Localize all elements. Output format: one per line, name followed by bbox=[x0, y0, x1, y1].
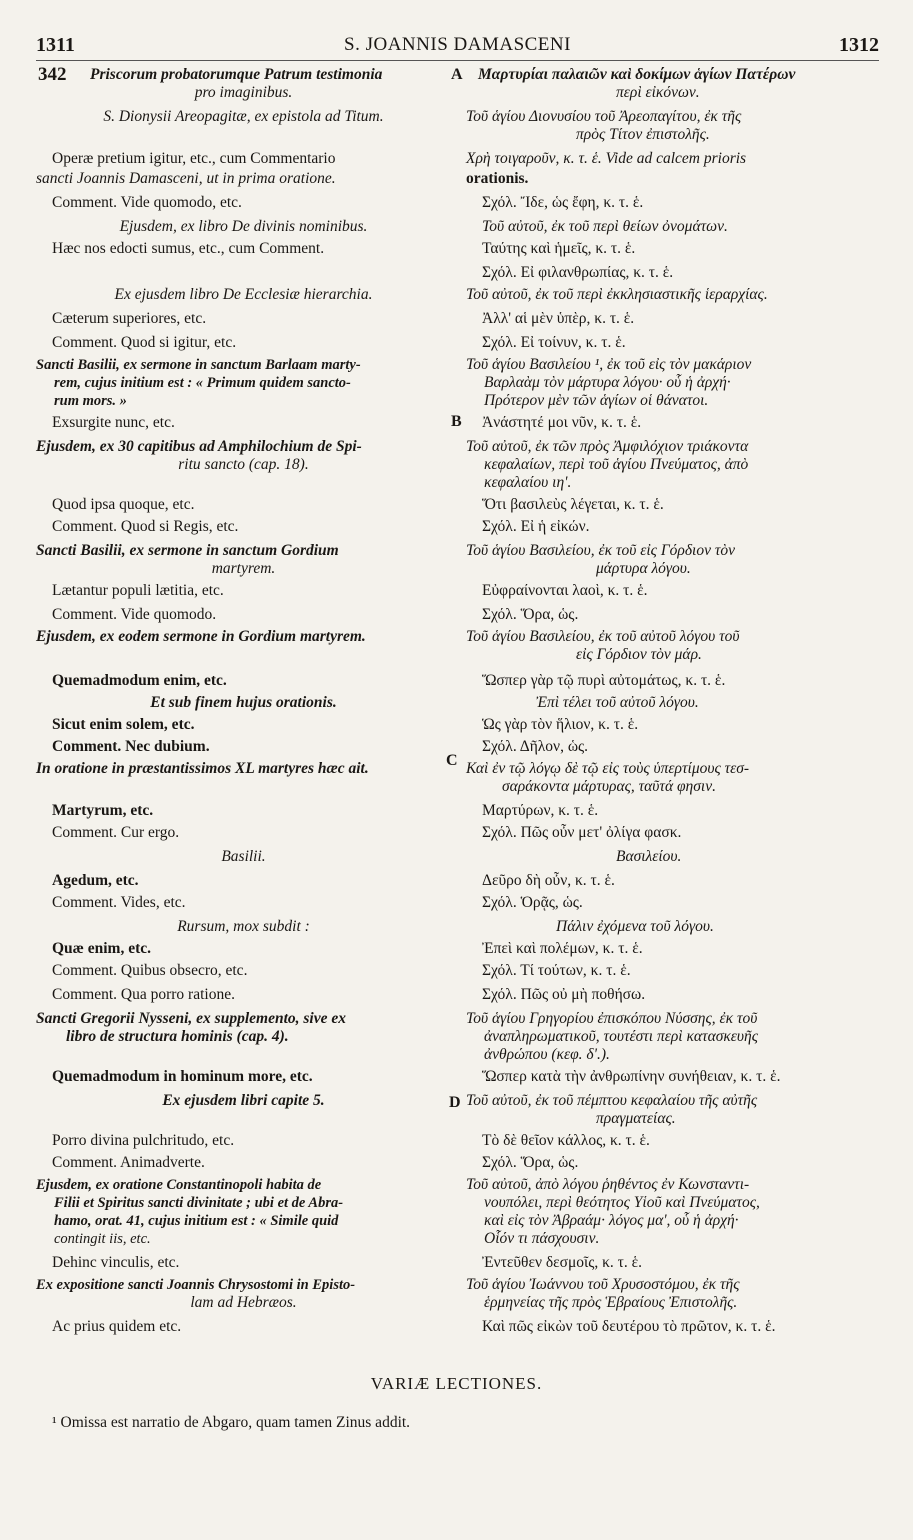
left-line: Lætantur populi lætitia, etc. bbox=[52, 582, 224, 599]
left-line: Comment. Vide quomodo, etc. bbox=[52, 194, 242, 211]
page-number-left: 1311 bbox=[36, 34, 75, 56]
right-line: ἀναπληρωματικοῦ, τουτέστι περὶ κατασκευῆς bbox=[484, 1028, 759, 1045]
footnote: ¹ Omissa est narratio de Abgaro, quam tamen Zinus addit. bbox=[52, 1414, 411, 1431]
right-line: Σχόλ. Ὅρα, ὡς. bbox=[482, 606, 579, 623]
margin-letter-c: C bbox=[446, 752, 458, 769]
right-line: Τοῦ ἁγίου Βασιλείου ¹, ἐκ τοῦ εἰς τὸν μακάριον bbox=[466, 356, 752, 373]
left-line: Ejusdem, ex oratione Constantinopoli habita de bbox=[36, 1177, 322, 1193]
right-line: Σχόλ. Ὅρα, ὡς. bbox=[482, 1154, 579, 1171]
right-line: Σχόλ. Εἰ φιλανθρωπίας, κ. τ. ἑ. bbox=[482, 264, 674, 281]
right-line: καὶ εἰς τὸν Ἀβραάμ· λόγος μα', οὗ ἡ ἀρχή· bbox=[484, 1212, 739, 1229]
right-line: κεφαλαίου ιη'. bbox=[484, 474, 572, 491]
right-line: Δεῦρο δὴ οὖν, κ. τ. ἑ. bbox=[482, 872, 615, 889]
right-line: Σχόλ. Εἰ τοίνυν, κ. τ. ἑ. bbox=[482, 334, 626, 351]
margin-letter-a: A bbox=[451, 66, 463, 83]
right-line: Μαρτύρων, κ. τ. ἑ. bbox=[482, 802, 599, 819]
right-line: μάρτυρα λόγου. bbox=[596, 560, 691, 577]
right-line: Τοῦ αὐτοῦ, ἐκ τῶν πρὸς Ἀμφιλόχιον τριάκοντα bbox=[466, 438, 749, 455]
left-line: Priscorum probatorumque Patrum testimonia bbox=[90, 66, 383, 83]
right-line: Σχόλ. Εἰ ἡ εἰκών. bbox=[482, 518, 590, 535]
left-line: Quæ enim, etc. bbox=[52, 940, 152, 957]
right-line: Ἐντεῦθεν δεσμοῖς, κ. τ. ἑ. bbox=[482, 1254, 643, 1271]
left-line: Sancti Basilii, ex sermone in sanctum Barlaam marty- bbox=[36, 357, 361, 373]
right-line: Καὶ πῶς εἰκὼν τοῦ δευτέρου τὸ πρῶτον, κ. τ. ἑ. bbox=[482, 1318, 776, 1335]
margin-letter-b: B bbox=[451, 413, 462, 430]
right-line: Τοῦ αὐτοῦ, ἀπὸ λόγου ῥηθέντος ἐν Κωνσταντι- bbox=[466, 1176, 750, 1193]
margin-letter-d: D bbox=[449, 1094, 461, 1111]
right-line: Σχόλ. Ὁρᾷς, ὡς. bbox=[482, 894, 583, 911]
right-line: Μαρτυρίαι παλαιῶν καὶ δοκίμων ἁγίων Πατέρων bbox=[478, 66, 796, 83]
left-line: Hæc nos edocti sumus, etc., cum Comment. bbox=[52, 240, 325, 257]
right-line: Τοῦ ἁγίου Γρηγορίου ἐπισκόπου Νύσσης, ἐκ τοῦ bbox=[466, 1010, 758, 1027]
right-line: πρὸς Τίτον ἐπιστολῆς. bbox=[576, 126, 710, 143]
left-line: Ejusdem, ex libro De divinis nominibus. bbox=[119, 218, 368, 235]
right-line: Τοῦ αὐτοῦ, ἐκ τοῦ πέμπτου κεφαλαίου τῆς αὐτῆς bbox=[466, 1092, 758, 1109]
right-line: Ταύτης καὶ ἡμεῖς, κ. τ. ἑ. bbox=[482, 240, 636, 257]
right-line: Σχόλ. Τί τούτων, κ. τ. ἑ. bbox=[482, 962, 631, 979]
right-line: Σχόλ. Πῶς οὖν μετ' ὀλίγα φασκ. bbox=[482, 824, 682, 841]
left-line: ritu sancto (cap. 18). bbox=[178, 456, 309, 473]
left-line: Ex ejusdem libri capite 5. bbox=[162, 1092, 325, 1109]
left-line: Dehinc vinculis, etc. bbox=[52, 1254, 180, 1271]
right-line: σαράκοντα μάρτυρας, ταῦτά φησιν. bbox=[502, 778, 716, 795]
right-line: Καὶ ἐν τῷ λόγῳ δὲ τῷ εἰς τοὺς ὑπερτίμους τεσ- bbox=[466, 760, 750, 777]
left-line: Rursum, mox subdit : bbox=[177, 918, 310, 935]
left-line: Exsurgite nunc, etc. bbox=[52, 414, 175, 431]
left-line: S. Dionysii Areopagitæ, ex epistola ad Titum. bbox=[103, 108, 384, 125]
left-line: Martyrum, etc. bbox=[52, 802, 154, 819]
right-line: Τὸ δὲ θεῖον κάλλος, κ. τ. ἑ. bbox=[482, 1132, 650, 1149]
left-line: Ex expositione sancti Joannis Chrysostomi in Episto- bbox=[36, 1277, 356, 1293]
left-line: contingit iis, etc. bbox=[54, 1231, 151, 1247]
left-line: Comment. Qua porro ratione. bbox=[52, 986, 235, 1003]
right-line: Σχόλ. Ἴδε, ὡς ἔφη, κ. τ. ἑ. bbox=[482, 194, 644, 211]
right-line: Τοῦ ἁγίου Βασιλείου, ἐκ τοῦ αὐτοῦ λόγου τοῦ bbox=[466, 628, 740, 645]
right-line: Βαρλαὰμ τὸν μάρτυρα λόγου· οὗ ἡ ἀρχή· bbox=[484, 374, 731, 391]
left-line: Operæ pretium igitur, etc., cum Commentario bbox=[52, 150, 336, 167]
right-line: Πάλιν ἐχόμενα τοῦ λόγου. bbox=[556, 918, 714, 935]
left-line: Quod ipsa quoque, etc. bbox=[52, 496, 195, 513]
right-line: Τοῦ ἁγίου Διονυσίου τοῦ Ἀρεοπαγίτου, ἐκ τῆς bbox=[466, 108, 742, 125]
right-line: Οἷόν τι πάσχουσιν. bbox=[484, 1230, 600, 1247]
left-line: pro imaginibus. bbox=[194, 84, 293, 101]
left-line: libro de structura hominis (cap. 4). bbox=[66, 1028, 289, 1045]
page-header bbox=[36, 34, 879, 58]
left-line: rem, cujus initium est : « Primum quidem sancto- bbox=[54, 375, 351, 391]
right-line: Σχόλ. Δῆλον, ὡς. bbox=[482, 738, 589, 755]
left-line: Et sub finem hujus orationis. bbox=[150, 694, 337, 711]
left-line: lam ad Hebræos. bbox=[190, 1294, 297, 1311]
right-line: Ἀνάστητέ μοι νῦν, κ. τ. ἑ. bbox=[482, 414, 642, 431]
left-line: Sicut enim solem, etc. bbox=[52, 716, 195, 733]
right-line: Ἀλλ' αἱ μὲν ὑπὲρ, κ. τ. ἑ. bbox=[482, 310, 635, 327]
right-line: orationis. bbox=[466, 170, 529, 187]
right-line: νουπόλει, περὶ θεότητος Υἱοῦ καὶ Πνεύματος, bbox=[484, 1194, 760, 1211]
right-line: Ὥσπερ κατὰ τὴν ἀνθρωπίνην συνήθειαν, κ. τ. ἑ. bbox=[482, 1068, 781, 1085]
left-line: Comment. Quod si igitur, etc. bbox=[52, 334, 237, 351]
right-line: Βασιλείου. bbox=[616, 848, 682, 865]
right-line: εἰς Γόρδιον τὸν μάρ. bbox=[576, 646, 702, 663]
right-line: Τοῦ ἁγίου Ἰωάννου τοῦ Χρυσοστόμου, ἐκ τῆς bbox=[466, 1276, 740, 1293]
right-line: Ἐπεὶ καὶ πολέμων, κ. τ. ἑ. bbox=[482, 940, 643, 957]
left-line: Comment. Nec dubium. bbox=[52, 738, 210, 755]
left-line: Ex ejusdem libro De Ecclesiæ hierarchia. bbox=[114, 286, 373, 303]
left-line: Sancti Basilii, ex sermone in sanctum Gordium bbox=[36, 542, 339, 559]
right-line: πραγματείας. bbox=[596, 1110, 676, 1127]
left-line: Comment. Cur ergo. bbox=[52, 824, 180, 841]
left-line: Ejusdem, ex 30 capitibus ad Amphilochium de Spi- bbox=[36, 438, 362, 455]
page-number-right: 1312 bbox=[839, 34, 879, 56]
left-line: Quemadmodum enim, etc. bbox=[52, 672, 227, 689]
right-line: περὶ εἰκόνων. bbox=[616, 84, 700, 101]
left-line: In oratione in præstantissimos XL martyres hæc ait. bbox=[36, 760, 369, 777]
right-line: Χρὴ τοιγαροῦν, κ. τ. ἑ. Vide ad calcem prioris bbox=[466, 150, 747, 167]
right-line: Ὡς γὰρ τὸν ἥλιον, κ. τ. ἑ. bbox=[482, 716, 639, 733]
header-rule bbox=[36, 60, 879, 61]
left-line: Comment. Vide quomodo. bbox=[52, 606, 217, 623]
right-line: Σχόλ. Πῶς οὐ μὴ ποθήσω. bbox=[482, 986, 646, 1003]
right-line: Ἐπὶ τέλει τοῦ αὐτοῦ λόγου. bbox=[536, 694, 699, 711]
left-line: Agedum, etc. bbox=[52, 872, 139, 889]
right-line: κεφαλαίων, περὶ τοῦ ἁγίου Πνεύματος, ἀπὸ bbox=[484, 456, 749, 473]
section-number: 342 bbox=[38, 64, 67, 85]
left-line: Porro divina pulchritudo, etc. bbox=[52, 1132, 235, 1149]
right-line: Εὐφραίνονται λαοὶ, κ. τ. ἑ. bbox=[482, 582, 648, 599]
left-line: Filii et Spiritus sancti divinitate ; ubi et de Abra- bbox=[54, 1195, 344, 1211]
left-line: Sancti Gregorii Nysseni, ex supplemento, sive ex bbox=[36, 1010, 346, 1027]
right-line: Τοῦ αὐτοῦ, ἐκ τοῦ περὶ ἐκκλησιαστικῆς ἱεραρχίας. bbox=[466, 286, 768, 303]
left-line: Quemadmodum in hominum more, etc. bbox=[52, 1068, 313, 1085]
left-line: sancti Joannis Damasceni, ut in prima oratione. bbox=[36, 170, 336, 187]
left-line: martyrem. bbox=[211, 560, 276, 577]
right-line: ἑρμηνείας τῆς πρὸς Ἑβραίους Ἐπιστολῆς. bbox=[484, 1294, 738, 1311]
right-line: Ὅτι βασιλεὺς λέγεται, κ. τ. ἑ. bbox=[482, 496, 664, 513]
left-line: Comment. Vides, etc. bbox=[52, 894, 186, 911]
left-line: Basilii. bbox=[221, 848, 266, 865]
left-line: rum mors. » bbox=[54, 393, 127, 409]
right-line: ἀνθρώπου (κεφ. δ'.). bbox=[484, 1046, 610, 1063]
left-line: Comment. Quod si Regis, etc. bbox=[52, 518, 239, 535]
right-line: Τοῦ αὐτοῦ, ἐκ τοῦ περὶ θείων ὀνομάτων. bbox=[482, 218, 728, 235]
right-line: Ὥσπερ γὰρ τῷ πυρὶ αὐτομάτως, κ. τ. ἑ. bbox=[482, 672, 726, 689]
running-title: S. JOANNIS DAMASCENI bbox=[344, 34, 571, 55]
right-line: Τοῦ ἁγίου Βασιλείου, ἐκ τοῦ εἰς Γόρδιον τὸν bbox=[466, 542, 736, 559]
left-line: Comment. Animadverte. bbox=[52, 1154, 205, 1171]
left-line: Ac prius quidem etc. bbox=[52, 1318, 182, 1335]
left-line: Cæterum superiores, etc. bbox=[52, 310, 207, 327]
left-line: Comment. Quibus obsecro, etc. bbox=[52, 962, 248, 979]
variae-lectiones-heading: VARIÆ LECTIONES. bbox=[370, 1374, 543, 1393]
left-line: Ejusdem, ex eodem sermone in Gordium martyrem. bbox=[36, 628, 366, 645]
left-line: hamo, orat. 41, cujus initium est : « Simile quid bbox=[54, 1213, 339, 1229]
right-line: Πρότερον μὲν τῶν ἁγίων οἱ θάνατοι. bbox=[484, 392, 709, 409]
